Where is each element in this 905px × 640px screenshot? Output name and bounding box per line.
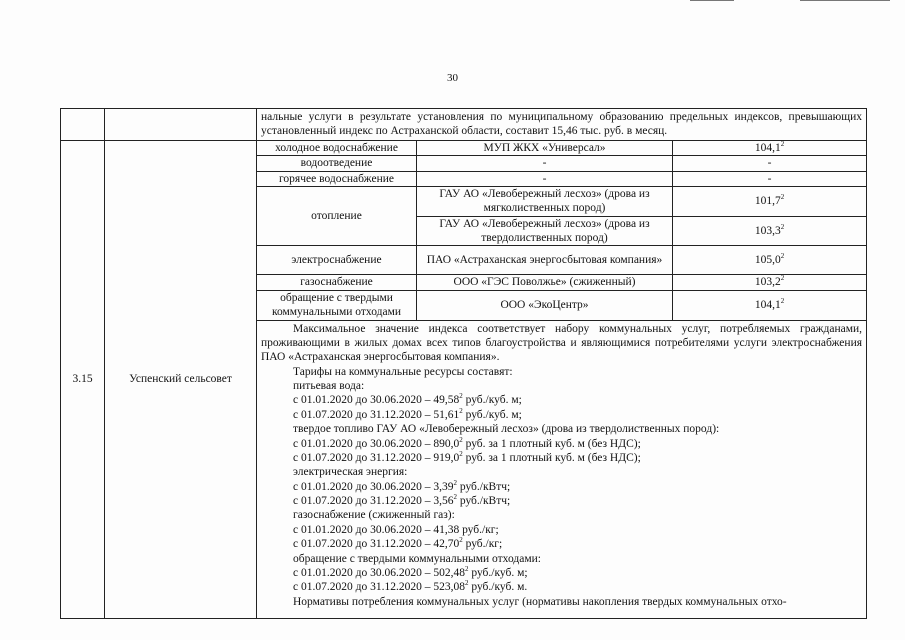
municipality-index-table	[60, 108, 867, 619]
provider-name: ООО «ЭкоЦентр»	[417, 290, 673, 320]
notes-block	[257, 320, 867, 618]
tariff-line: с 01.07.2020 до 31.12.2020 – 523,08$^2$ руб./куб. м.	[293, 579, 528, 594]
gas-title: газоснабжение (сжиженный газ):	[293, 509, 455, 522]
service-label: водоотведение	[257, 156, 417, 171]
max-index-note: Максимальное значение индекса соответствует набору коммунальных услуг, потребляемых гражданами, проживающими в жилых домах всех типов благоустройства и являющимися потребителями услуги электроснабжения ПАО «Астраханская энергосбытовая компания».	[261, 322, 863, 364]
service-label: газоснабжение	[257, 275, 417, 290]
provider-name: ПАО «Астраханская энергосбытовая компания»	[417, 246, 673, 275]
index-value: -	[673, 156, 867, 171]
provider-name: ГАУ АО «Левобережный лесхоз» (дрова из мягколиственных пород)	[417, 186, 673, 216]
provider-name: -	[417, 171, 673, 186]
provider-name: -	[417, 156, 673, 171]
norms-note: Нормативы потребления коммунальных услуг (нормативы накопления твердых коммунальных отхо-	[293, 595, 787, 608]
scan-edge-mark	[690, 0, 734, 1]
intro-row	[61, 109, 867, 141]
page-number: 30	[447, 72, 458, 84]
tariff-line: с 01.01.2020 до 30.06.2020 – 49,58$^2$ руб./куб. м;	[293, 392, 522, 407]
service-label: электроснабжение	[257, 246, 417, 275]
waste-title: обращение с твердыми коммунальными отходами:	[293, 552, 541, 565]
row-number: 3.15	[61, 140, 105, 618]
tariff-line: с 01.01.2020 до 30.06.2020 – 41,38 руб./кг;	[293, 523, 499, 536]
service-label: обращение с твердыми коммунальными отходами	[257, 290, 417, 320]
intro-text: нальные услуги в результате установления по муниципальному образованию предельных индексов, превышающих установленный индекс по Астраханской области, составит 15,46 тыс. руб. в месяц.	[257, 109, 867, 141]
index-value: 101,7$^2$	[673, 186, 867, 216]
tariff-line: с 01.07.2020 до 31.12.2020 – 42,70$^2$ руб./кг;	[293, 536, 503, 551]
tariffs-title: Тарифы на коммунальные ресурсы составят:	[293, 365, 513, 378]
index-value: 105,0$^2$	[673, 246, 867, 275]
service-label: отопление	[257, 186, 417, 246]
tariff-line: с 01.07.2020 до 31.12.2020 – 51,61$^2$ руб./куб. м;	[293, 406, 522, 421]
tariff-line: с 01.07.2020 до 31.12.2020 – 919,0$^2$ руб. за 1 плотный куб. м (без НДС);	[293, 450, 641, 464]
municipality-name: Успенский сельсовет	[105, 140, 257, 618]
index-value: -	[673, 171, 867, 186]
index-value: 104,1$^2$	[673, 290, 867, 320]
scan-edge-mark	[800, 0, 890, 1]
tariff-line: с 01.01.2020 до 30.06.2020 – 890,0$^2$ руб. за 1 плотный куб. м (без НДС);	[293, 435, 641, 450]
tariff-line: с 01.01.2020 до 30.06.2020 – 502,48$^2$ руб./куб. м;	[293, 565, 528, 579]
tariff-line: с 01.01.2020 до 30.06.2020 – 3,39$^2$ руб./кВтч;	[293, 478, 511, 493]
fuel-title: твердое топливо ГАУ АО «Левобережный лесхоз» (дрова из твердолиственных пород):	[293, 423, 720, 436]
tariff-line: с 01.07.2020 до 31.12.2020 – 3,56$^2$ руб./кВтч;	[293, 493, 511, 507]
index-value: 103,2$^2$	[673, 275, 867, 290]
provider-name: МУП ЖКХ «Универсал»	[417, 140, 673, 155]
electricity-title: электрическая энергия:	[293, 466, 408, 479]
index-value: 103,3$^2$	[673, 216, 867, 246]
provider-name: ГАУ АО «Левобережный лесхоз» (дрова из твердолиственных пород)	[417, 216, 673, 246]
provider-name: ООО «ГЭС Поволжье» (сжиженный)	[417, 275, 673, 290]
index-value: 104,1$^2$	[673, 140, 867, 155]
water-title: питьевая вода:	[293, 380, 365, 392]
service-row-cold-water	[61, 140, 867, 155]
service-label: холодное водоснабжение	[257, 140, 417, 155]
service-label: горячее водоснабжение	[257, 171, 417, 186]
